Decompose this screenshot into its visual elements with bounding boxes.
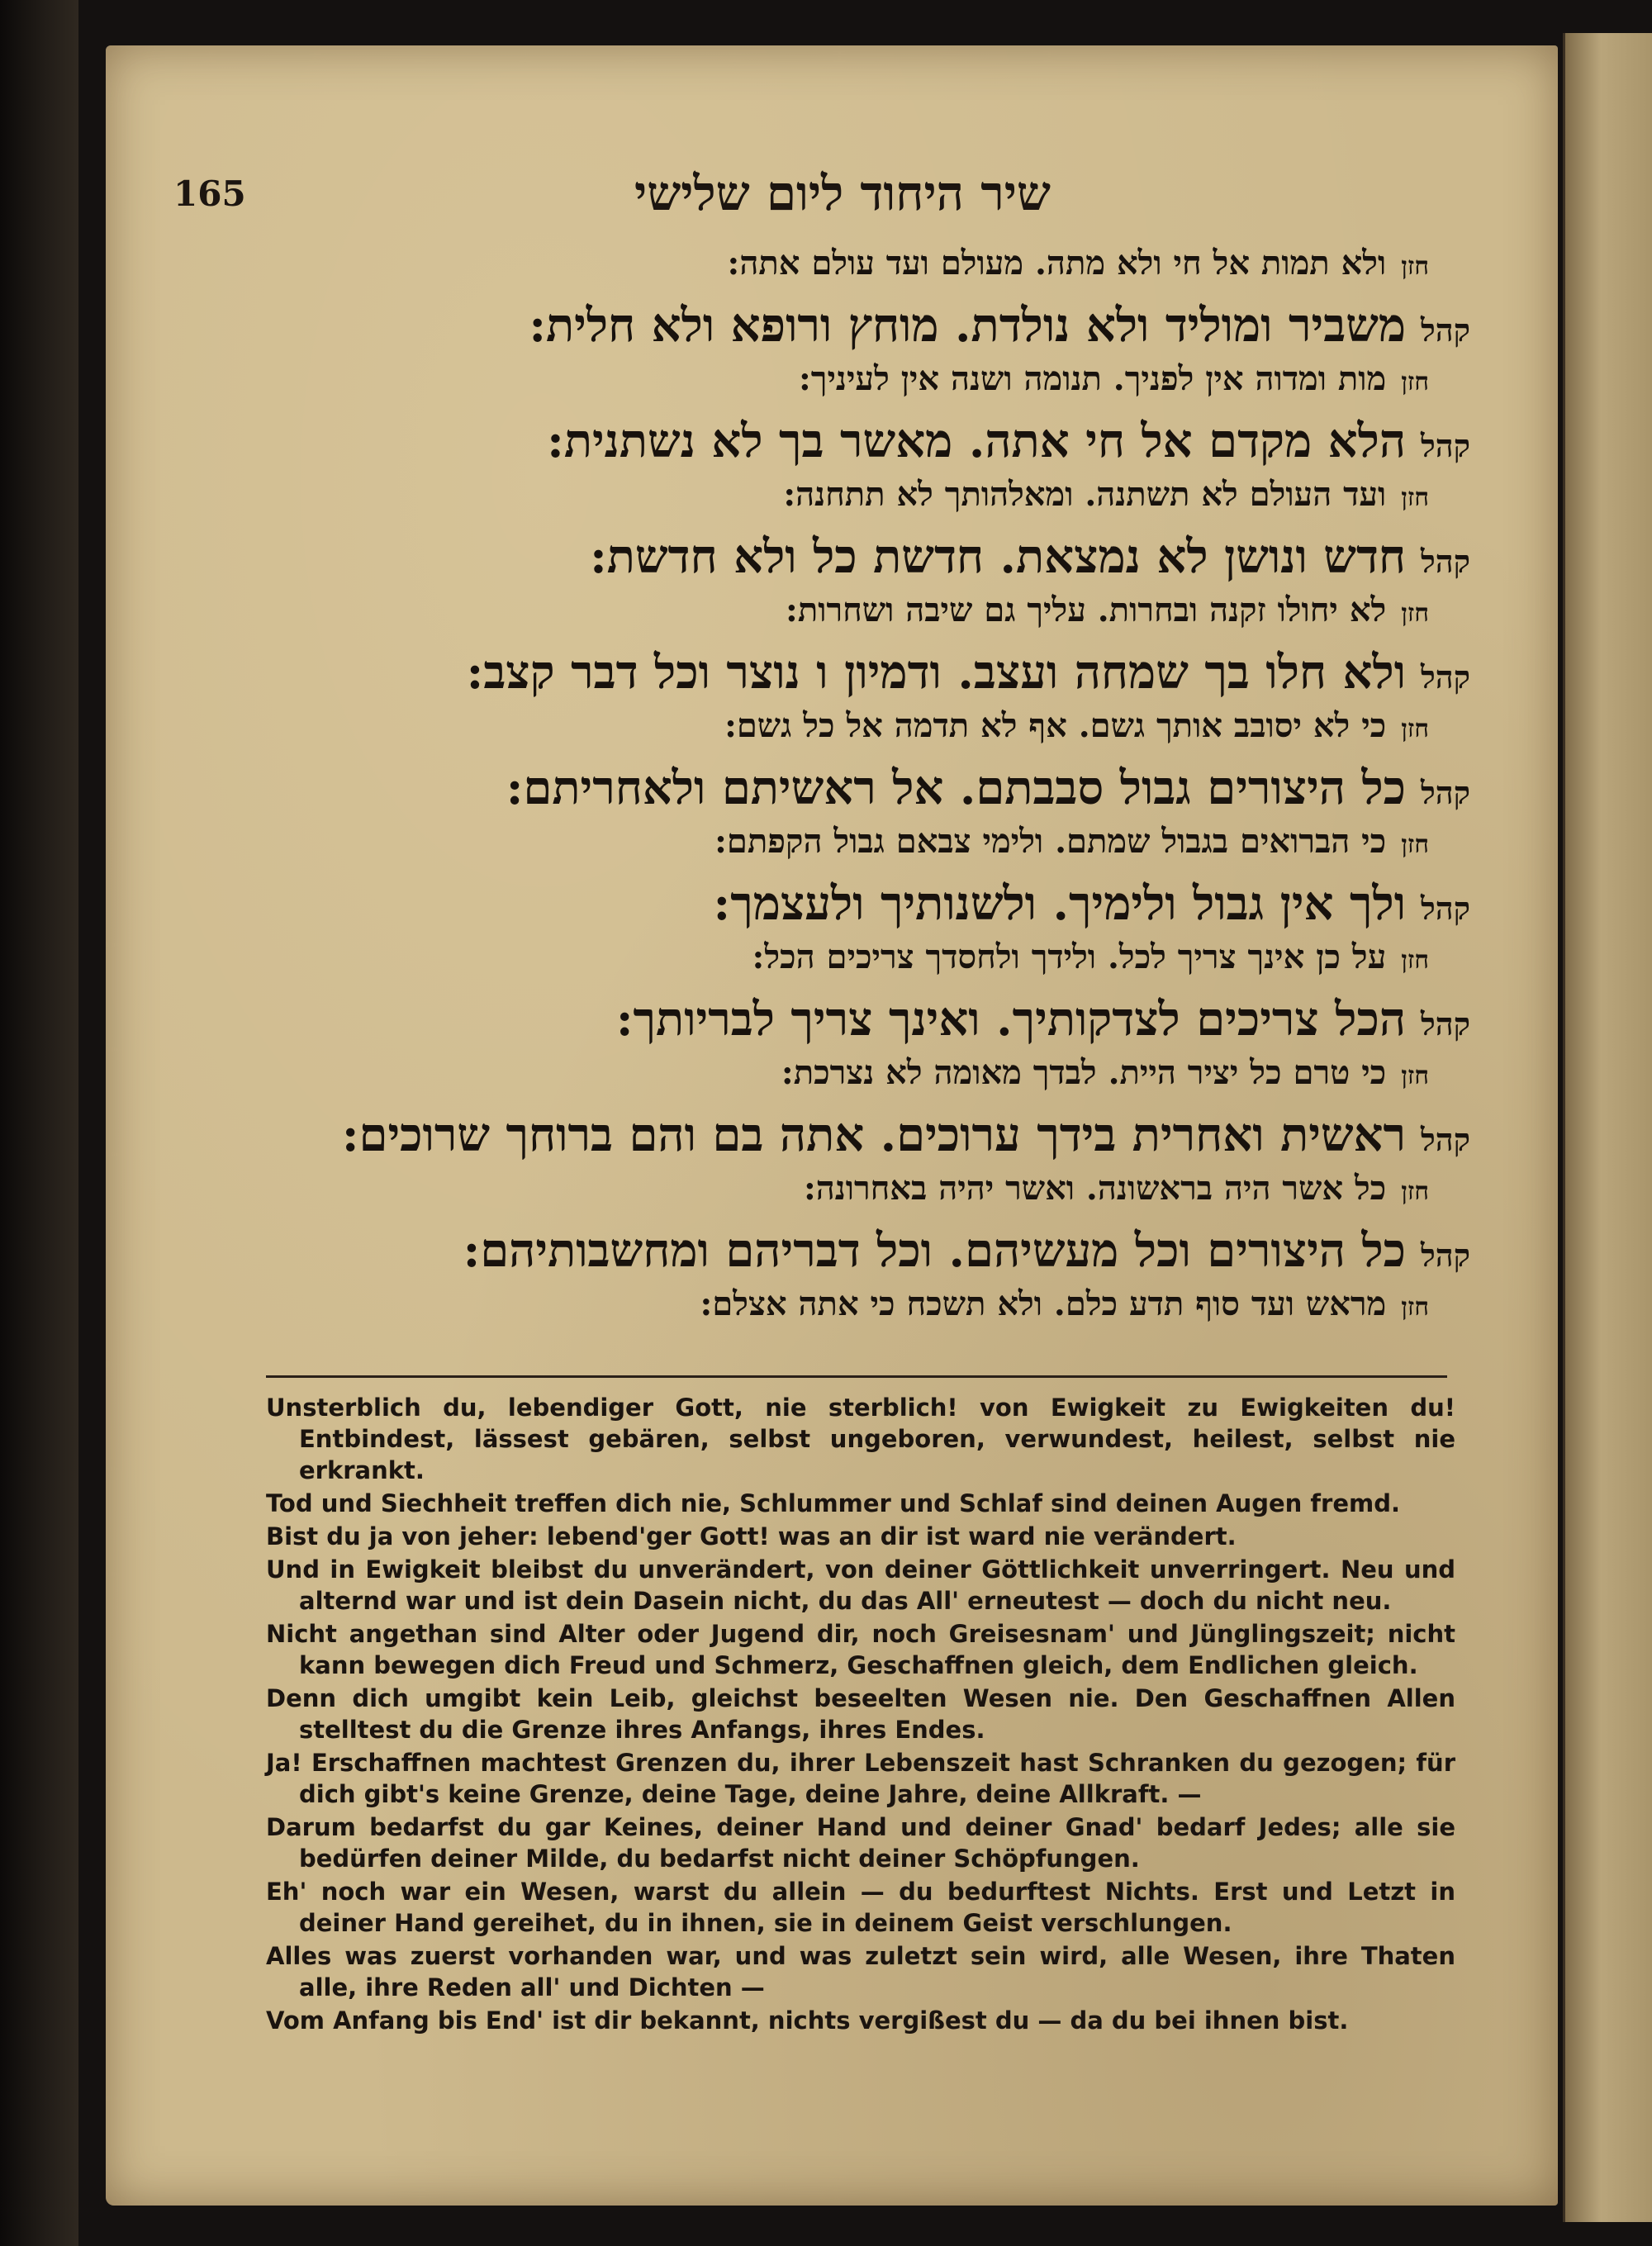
hebrew-verse-line: [256, 359, 1470, 414]
verse-text: חדש ונושן לא נמצאת. חדשת כל ולא חדשת:: [590, 529, 1407, 584]
hebrew-verse-line: [256, 992, 1470, 1053]
hebrew-verse-line: [256, 645, 1470, 706]
verse-speaker-label: חזן: [1401, 830, 1429, 859]
translation-paragraph: Alles was zuerst vorhanden war, und was zuletzt sein wird, alle Wesen, ihre Thaten alle, ihre Reden all' und Dichten —: [266, 1942, 1455, 2001]
hebrew-verse-line: [256, 1223, 1470, 1284]
divider-rule: [266, 1375, 1447, 1378]
hebrew-verses: [256, 244, 1470, 1339]
verse-text: הכל צריכים לצדקותיך. ואינך צריך לבריותך:: [615, 992, 1407, 1047]
verse-speaker-label: חזן: [1401, 946, 1429, 975]
hebrew-verse-line: [256, 822, 1470, 876]
verse-text: כל אשר היה בראשונה. ואשר יהיה באחרונה:: [803, 1169, 1387, 1208]
verse-speaker-label: קהל: [1421, 774, 1470, 811]
hebrew-verse-line: [256, 1108, 1470, 1169]
page-number: 165: [173, 173, 246, 214]
translation-paragraph: Und in Ewigkeit bleibst du unverändert, von deiner Göttlichkeit unverringert. Neu und alternd war und ist dein Dasein nicht, du das All' erneutest — doch du nicht neu.: [266, 1555, 1455, 1615]
verse-text: הלא מקדם אל חי אתה. מאשר בך לא נשתנית:: [547, 414, 1407, 468]
verse-speaker-label: קהל: [1421, 1005, 1470, 1042]
verse-speaker-label: קהל: [1421, 890, 1470, 927]
verse-text: לא יחולו זקנה ובחרות. עליך גם שיבה ושחרות:: [786, 591, 1387, 629]
verse-speaker-label: חזן: [1401, 1061, 1429, 1090]
verse-text: ועד העולם לא תשתנה. ומאלהותך לא תתחנה:: [783, 475, 1387, 514]
hebrew-verse-line: [256, 876, 1470, 938]
verse-text: ראשית ואחרית בידך ערוכים. אתה בם והם ברוחך שרוכים:: [341, 1108, 1407, 1162]
hebrew-verse-line: [256, 475, 1470, 529]
verse-speaker-label: חזן: [1401, 368, 1429, 396]
verse-speaker-label: חזן: [1401, 252, 1429, 281]
hebrew-verse-line: [256, 761, 1470, 822]
hebrew-verse-line: [256, 706, 1470, 761]
verse-speaker-label: חזן: [1401, 715, 1429, 743]
german-translation: [266, 1392, 1455, 2038]
translation-paragraph: Vom Anfang bis End' ist dir bekannt, nichts vergißest du — da du bei ihnen bist.: [266, 2006, 1349, 2035]
verse-text: ולא תמות אל חי ולא מתה. מעולם ועד עולם אתה:: [727, 244, 1387, 283]
hebrew-verse-line: [256, 414, 1470, 475]
translation-paragraph: Unsterblich du, lebendiger Gott, nie sterblich! von Ewigkeit zu Ewigkeiten du! Entbindest, lässest gebären, selbst ungeboren, verwundest, heilest, selbst nie erkrankt.: [266, 1394, 1455, 1484]
verse-speaker-label: חזן: [1401, 483, 1429, 512]
translation-paragraph: Nicht angethan sind Alter oder Jugend dir, noch Greisesnam' und Jünglingszeit; nicht kann bewegen dich Freud und Schmerz, Geschaffnen gleich, dem Endlichen gleich.: [266, 1620, 1455, 1679]
verse-text: כל היצורים גבול סבבתם. אל ראשיתם ולאחריתם:: [506, 761, 1407, 815]
hebrew-verse-line: [256, 591, 1470, 645]
translation-paragraph: Eh' noch war ein Wesen, warst du allein — du bedurftest Nichts. Erst und Letzt in deiner Hand gereihet, du in ihnen, sie in deinem Geist verschlungen.: [266, 1878, 1455, 1937]
hebrew-verse-line: [256, 298, 1470, 359]
book-spine: [0, 0, 78, 2246]
adjacent-page-edge: [1563, 33, 1652, 2222]
verse-speaker-label: קהל: [1421, 543, 1470, 580]
verse-speaker-label: קהל: [1421, 1121, 1470, 1158]
verse-text: כל היצורים וכל מעשיהם. וכל דבריהם ומחשבותיהם:: [463, 1223, 1407, 1278]
verse-speaker-label: חזן: [1401, 599, 1429, 628]
verse-text: מראש ועד סוף תדע כלם. ולא תשכח כי אתה אצלם:: [700, 1284, 1387, 1323]
verse-text: כי טרם כל יציר היית. לבדך מאומה לא נצרכת:: [781, 1053, 1387, 1092]
hebrew-verse-line: [256, 1169, 1470, 1223]
hebrew-verse-line: [256, 244, 1470, 298]
translation-paragraph: Darum bedarfst du gar Keines, deiner Hand und deiner Gnad' bedarf Jedes; alle sie bedürfen deiner Milde, du bedarfst nicht deiner Schöpfungen.: [266, 1813, 1455, 1873]
verse-speaker-label: חזן: [1401, 1293, 1429, 1322]
translation-paragraph: Denn dich umgibt kein Leib, gleichst beseelten Wesen nie. Den Geschaffnen Allen stelltest du die Grenze ihres Anfangs, ihres Endes.: [266, 1684, 1455, 1744]
verse-text: כי הברואים בגבול שמתם. ולימי צבאם גבול הקפתם:: [714, 822, 1387, 861]
translation-paragraph: Tod und Siechheit treffen dich nie, Schlummer und Schlaf sind deinen Augen fremd.: [266, 1489, 1400, 1517]
hebrew-verse-line: [256, 1284, 1470, 1339]
verse-speaker-label: קהל: [1421, 427, 1470, 464]
page-title: שיר היחוד ליום שלישי: [634, 165, 1051, 221]
verse-text: ולך אין גבול ולימיך. ולשנותיך ולעצמך:: [713, 876, 1407, 931]
hebrew-verse-line: [256, 529, 1470, 591]
hebrew-verse-line: [256, 938, 1470, 992]
verse-text: כי לא יסובב אותך גשם. אף לא תדמה אל כל גשם:: [724, 706, 1387, 745]
verse-speaker-label: קהל: [1421, 311, 1470, 349]
verse-text: מות ומדוה אין לפניך. תנומה ושנה אין לעיניך:: [799, 359, 1387, 398]
verse-text: על כן אינך צריך לכל. ולידך ולחסדך צריכים הכל:: [752, 938, 1387, 976]
verse-text: משביר ומוליד ולא נולדת. מוחץ ורופא ולא חלית:: [529, 298, 1407, 353]
verse-speaker-label: קהל: [1421, 658, 1470, 696]
verse-speaker-label: חזן: [1401, 1177, 1429, 1206]
verse-text: ולא חלו בך שמחה ועצב. ודמיון ו נוצר וכל דבר קצב:: [466, 645, 1407, 700]
verse-speaker-label: קהל: [1421, 1237, 1470, 1274]
hebrew-verse-line: [256, 1053, 1470, 1108]
translation-paragraph: Ja! Erschaffnen machtest Grenzen du, ihrer Lebenszeit hast Schranken du gezogen; für dich gibt's keine Grenze, deine Tage, deine Jahre, deine Allkraft. —: [266, 1749, 1455, 1808]
translation-paragraph: Bist du ja von jeher: lebend'ger Gott! was an dir ist ward nie verändert.: [266, 1522, 1237, 1550]
